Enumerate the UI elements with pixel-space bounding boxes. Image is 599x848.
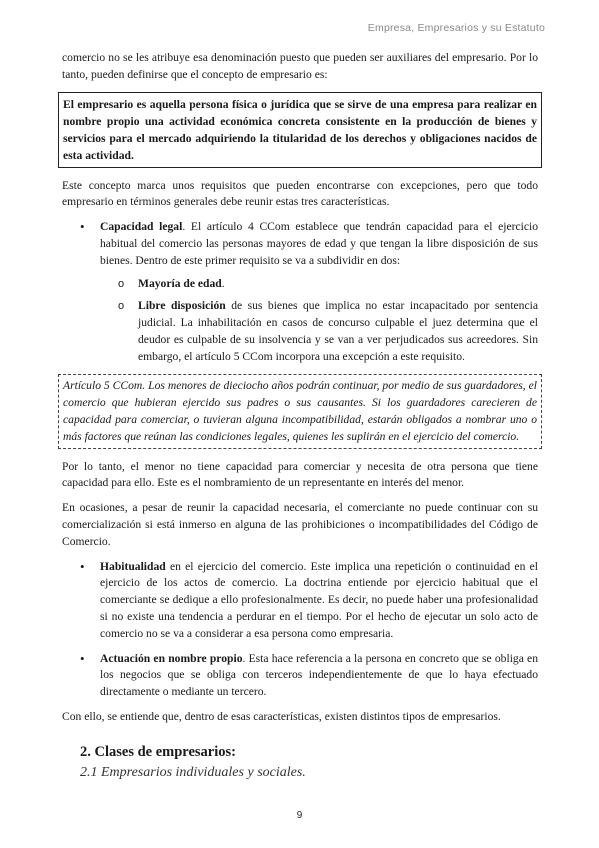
section-heading: 2. Clases de empresarios: <box>80 743 236 760</box>
requirements-list-continued <box>62 559 538 701</box>
text-actuacion-nombre-propio: . Esta hace referencia a la persona en concreto que se obliga en los negocios que se obliga con terceros independientemente de que lo haya efectuado directamente o mediante un tercero. <box>100 651 538 699</box>
text-mayoria-edad: . <box>221 276 225 290</box>
term-habitualidad: Habitualidad <box>100 559 166 573</box>
requirements-list <box>62 219 538 365</box>
intro-paragraph: comercio no se les atribuye esa denominación puesto que pueden ser auxiliares del empresario. Por lo tanto, pueden definirse que el concepto de empresario es: <box>62 51 538 81</box>
term-mayoria-edad: Mayoría de edad <box>138 276 222 290</box>
requirements-intro-paragraph: Este concepto marca unos requisitos que pueden encontrarse con excepciones, pero que todo empresario en términos generales debe reunir estas tres características. <box>62 178 538 209</box>
term-actuacion-nombre-propio: Actuación en nombre propio <box>100 651 243 665</box>
sublist-item-libre-disposicion <box>100 298 538 365</box>
subsection-heading: 2.1 Empresarios individuales y sociales. <box>80 764 306 780</box>
text-capacidad-legal: . El artículo 4 CCom establece que tendrán capacidad para el ejercicio habitual del comercio las personas mayores de edad y que tengan la libre disposición de sus bienes. Dentro de este primer requisito se va a subdividir en dos: <box>100 220 538 267</box>
sublist-item-mayoria <box>100 276 538 293</box>
term-libre-disposicion: Libre disposición <box>138 299 226 313</box>
conclusion-paragraph: Con ello, se entiende que, dentro de esas características, existen distintos tipos de empresarios. <box>62 709 501 723</box>
term-capacidad-legal: Capacidad legal <box>100 220 183 234</box>
text-libre-disposicion: de sus bienes que implica no estar incapacitado por sentencia judicial. La inhabilitación en casos de concurso culpable el juez determina que el deudor es culpable de su insolvencia y se van a ver perjudicados sus acreedores. Sin embargo, el artículo 5 CCom incorpora una excepción a este requisito. <box>138 299 538 363</box>
page-content <box>62 50 538 781</box>
list-item-actuacion <box>62 651 538 701</box>
page-number: 9 <box>296 810 303 821</box>
capacidad-sublist <box>100 276 538 366</box>
menor-paragraph: Por lo tanto, el menor no tiene capacidad para comerciar y necesita de otra persona que tiene capacidad para ello. Este es el nombramiento de un representante en interés del menor. <box>62 459 538 490</box>
list-item-capacidad-legal <box>62 219 538 365</box>
list-item-habitualidad <box>62 559 538 643</box>
text-habitualidad: en el ejercicio del comercio. Este implica una repetición o continuidad en el ejercicio de los actos de comercio. La doctrina entiende por ejercicio habitual que el comerciante se dedique a ello profesionalmente. Es decir, no puede haber una profesionalidad si no existe una tendencia a perdurar en el tiempo. Por el hecho de ejecutar un solo acto de comercio no se va a considerar a esa persona como empresaria. <box>100 559 538 640</box>
ocasiones-paragraph: En ocasiones, a pesar de reunir la capacidad necesaria, el comerciante no puede continuar con su comercialización si está inmerso en alguna de las prohibiciones o incompatibilidades del Código de Comercio. <box>62 501 538 548</box>
article-5-quote: Artículo 5 CCom. Los menores de dieciocho años podrán continuar, por medio de sus guardadores, el comercio que hubieran ejercido sus padres o sus causantes. Si los guardadores carecieren de capacidad para comerciar, o tuvieran alguna incompatibilidad, estarán obligados a nombrar uno o más factores que reúnan las condiciones legales, quienes les suplirán en el ejercicio del comercio. <box>58 374 542 449</box>
definition-box: El empresario es aquella persona física o jurídica que se sirve de una empresa para realizar en nombre propio una actividad económica concreta consistente en la producción de bienes y servicios para el mercado adquiriendo la titularidad de los derechos y obligaciones nacidos de esta actividad. <box>58 92 542 168</box>
running-header: Empresa, Empresarios y su Estatuto <box>367 22 545 34</box>
